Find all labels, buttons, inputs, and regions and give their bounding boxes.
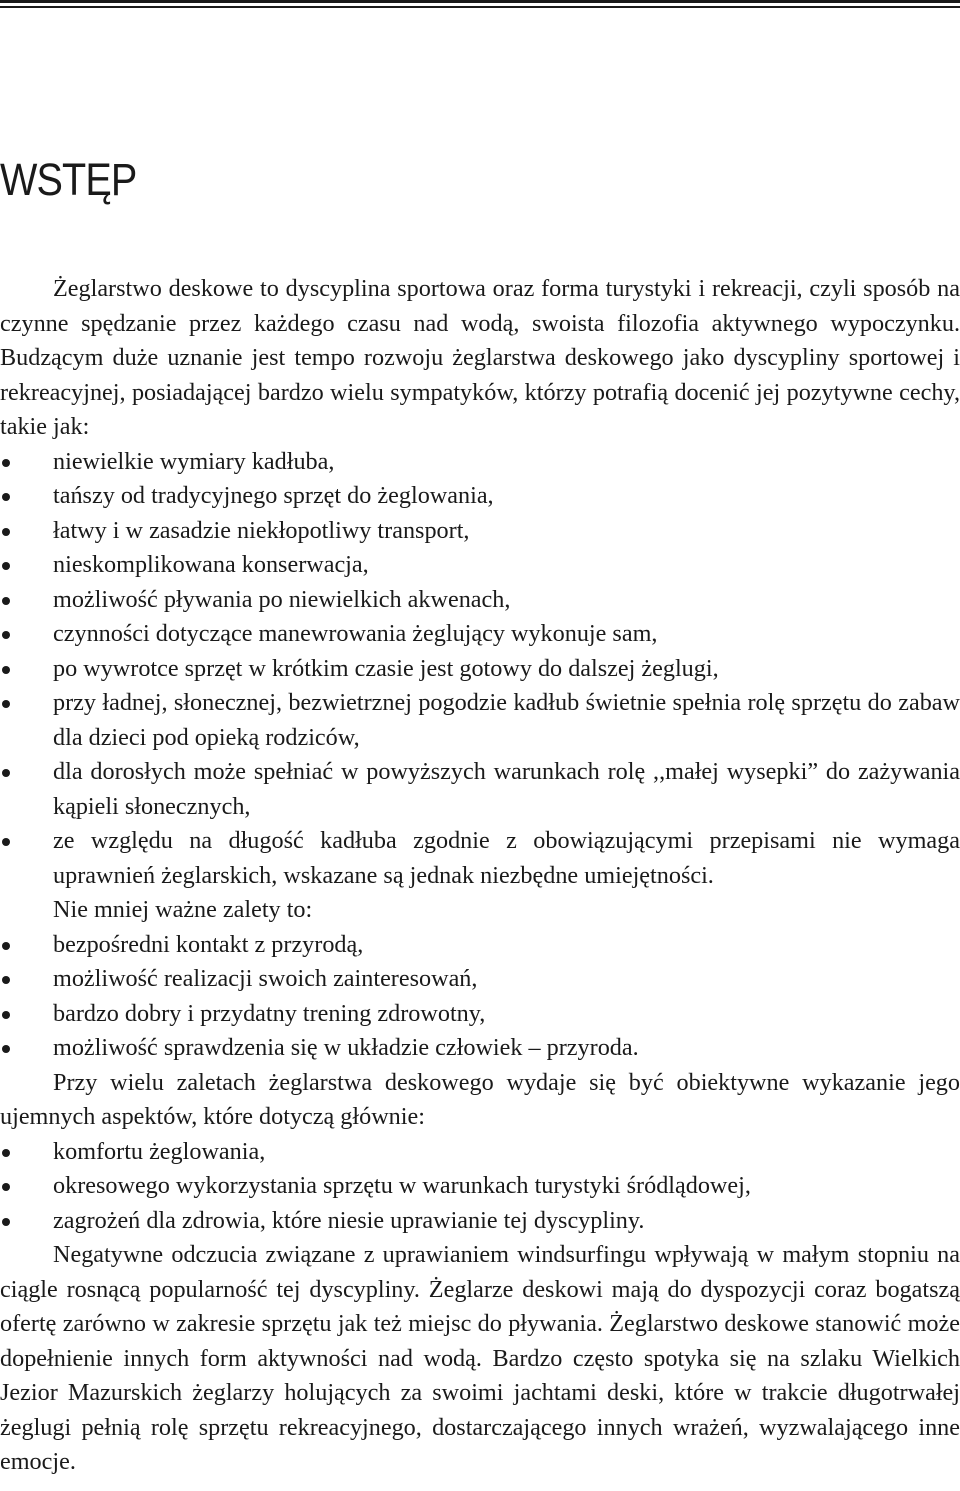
advantages-list xyxy=(0,445,960,894)
list-item: niewielkie wymiary kadłuba, xyxy=(53,445,960,480)
drawbacks-list xyxy=(0,1135,960,1239)
list-item: możliwość realizacji swoich zainteresowań, xyxy=(53,962,960,997)
list-item: ze względu na długość kadłuba zgodnie z obowiązującymi przepisami nie wymaga uprawnień żeglarskich, wskazane są jednak niezbędne umiejętności. xyxy=(53,824,960,893)
list-item: nieskomplikowana konserwacja, xyxy=(53,548,960,583)
list-item: po wywrotce sprzęt w krótkim czasie jest gotowy do dalszej żeglugi, xyxy=(53,652,960,687)
body-text xyxy=(0,272,960,1480)
page-title: WSTĘP xyxy=(0,154,137,205)
list-item: tańszy od tradycyjnego sprzęt do żeglowania, xyxy=(53,479,960,514)
list-item: możliwość sprawdzenia się w układzie człowiek – przyroda. xyxy=(53,1031,960,1066)
list-item: bezpośredni kontakt z przyrodą, xyxy=(53,928,960,963)
list-item: czynności dotyczące manewrowania żeglujący wykonuje sam, xyxy=(53,617,960,652)
list-item: okresowego wykorzystania sprzętu w warunkach turystyki śródlądowej, xyxy=(53,1169,960,1204)
closing-paragraph: Negatywne odczucia związane z uprawianiem windsurfingu wpływają w małym stopniu na ciągle rosnącą popularność tej dyscypliny. Żeglarze deskowi mają do dyspozycji coraz bogatszą ofertę zarówno w zakresie sprzętu jak też miejsc do pływania. Żeglarstwo deskowe stanowić może dopełnienie innych form aktywności nad wodą. Bardzo często spotyka się na szlaku Wielkich Jezior Mazurskich żeglarzy holujących za swoimi jachtami deski, które w trakcie długotrwałej żeglugi pełnią rolę sprzętu rekreacyjnego, dostarczającego innych wrażeń, wyzwalającego inne emocje. xyxy=(0,1241,960,1475)
other-advantages-list xyxy=(0,928,960,1066)
list-item: zagrożeń dla zdrowia, które niesie uprawianie tej dyscypliny. xyxy=(53,1204,960,1239)
top-rule-thin xyxy=(0,6,960,8)
list-item: łatwy i w zasadzie niekłopotliwy transport, xyxy=(53,514,960,549)
intro-paragraph: Żeglarstwo deskowe to dyscyplina sportowa oraz forma turystyki i rekreacji, czyli sposób na czynne spędzanie przez każdego czasu nad wodą, swoista filozofia aktywnego wypoczynku. Budzącym duże uznanie jest tempo rozwoju żeglarstwa deskowego jako dyscypliny sportowej i rekreacyjnej, posiadającej bardzo wielu sympatyków, którzy potrafią docenić jej pozytywne cechy, takie jak: xyxy=(0,275,960,440)
list-item: bardzo dobry i przydatny trening zdrowotny, xyxy=(53,997,960,1032)
list-item: możliwość pływania po niewielkich akwenach, xyxy=(53,583,960,618)
list-item: przy ładnej, słonecznej, bezwietrznej pogodzie kadłub świetnie spełnia rolę sprzętu do zabaw dla dzieci pod opieką rodziców, xyxy=(53,686,960,755)
other-advantages-intro: Nie mniej ważne zalety to: xyxy=(53,896,313,923)
list-item: komfortu żeglowania, xyxy=(53,1135,960,1170)
drawbacks-intro: Przy wielu zaletach żeglarstwa deskowego wydaje się być obiektywne wykazanie jego ujemnych aspektów, które dotyczą głównie: xyxy=(0,1068,960,1130)
top-rule xyxy=(0,0,960,3)
list-item: dla dorosłych może spełniać w powyższych warunkach rolę ,,małej wysepki” do zażywania kąpieli słonecznych, xyxy=(53,755,960,824)
